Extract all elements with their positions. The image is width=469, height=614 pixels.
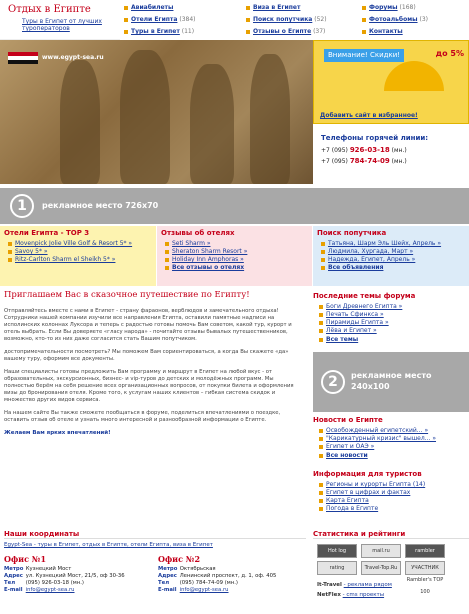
forum-box	[313, 292, 469, 344]
list-item[interactable]: "Карикатурный кризис" вышел... »	[313, 435, 469, 443]
counter-button[interactable]: rating	[317, 561, 357, 575]
bullet-icon	[319, 445, 323, 449]
ad-text: рекламное место 726x70	[42, 201, 159, 210]
list-item[interactable]: Людмила, Хургада, Март »	[313, 248, 469, 256]
office-address: Адрес Ленинский проспект, д. 1, оф. 405	[158, 573, 277, 579]
umbrella-icon	[384, 61, 444, 91]
nav-item-forums[interactable]: Форумы (168)	[362, 2, 428, 14]
list-item[interactable]: Боги Древнего Египта »	[313, 303, 469, 311]
main-title: Приглашаем Вас в сказочное путешествие по Египту!	[4, 290, 250, 300]
bullet-icon	[319, 321, 323, 325]
ad-slot-2[interactable]	[313, 352, 469, 412]
main-paragraph-1: Отправляйтесь вместе с нами в Египет - страну фараонов, верблюдов и замечательного отдыха! Сотрудники нашей компании изучили все направления Египта, оставили памятные надписи на исполинских колоннах Луксора и теперь с радостью готовы помочь Вам советом, какой тур, курорт и отель выбрать. Если Вы доверяете «гласу народа» - почитайте отзывы бывалых путешественников, возможно, кто-то из них даже согласится стать Вашим попутчиком.	[4, 308, 292, 342]
list-item[interactable]: Sheraton Sharm Resort »	[157, 248, 312, 256]
list-item[interactable]: Печать Сфинкса »	[313, 311, 469, 319]
egypt-banner-image	[0, 40, 313, 184]
bullet-icon	[319, 499, 323, 503]
hotline-box	[313, 130, 469, 184]
bullet-icon	[319, 437, 323, 441]
stats-section	[313, 530, 469, 614]
contacts-title: Наши координаты	[4, 530, 306, 539]
hotel-reviews-box	[157, 226, 313, 286]
nav-item-visa[interactable]: Виза в Египет	[246, 2, 327, 14]
bullet-icon	[362, 6, 366, 10]
hotline-title: Телефоны горячей линии:	[321, 134, 429, 142]
tourist-info-title: Информация для туристов	[313, 470, 422, 478]
office-2	[158, 554, 306, 594]
nav-item-contacts[interactable]: Контакты	[362, 26, 428, 38]
nav-item-tours[interactable]: Туры в Египет (11)	[124, 26, 196, 38]
list-item[interactable]: Карта Египта	[313, 497, 469, 505]
list-item[interactable]: Holiday Inn Amphoras »	[157, 256, 312, 264]
contacts-section	[4, 530, 306, 614]
hieroglyph-figure	[120, 50, 170, 184]
news-title: Новости о Египте	[313, 416, 383, 424]
bullet-icon	[124, 30, 128, 34]
nav-column-1	[124, 2, 196, 38]
bullet-icon	[319, 483, 323, 487]
main-content	[4, 290, 304, 520]
counter-button[interactable]: rambler	[405, 544, 445, 558]
bullet-icon	[8, 242, 12, 246]
office-address: Адрес ул. Кузнецкий Мост, 21/5, оф 30-36	[4, 573, 125, 579]
office-1	[4, 554, 152, 594]
bullet-icon	[319, 329, 323, 333]
nav-column-3	[362, 2, 428, 38]
nav-column-2	[246, 2, 327, 38]
list-item[interactable]: Лёва и Египет »	[313, 327, 469, 335]
all-hotel-reviews-link[interactable]: Все отзывы о отелях	[157, 264, 312, 272]
bullet-icon	[165, 242, 169, 246]
top-hotels-title: Отели Египта - TOP 3	[4, 229, 90, 237]
list-item[interactable]: Savoy 5* »	[0, 248, 156, 256]
nav-item-avia[interactable]: Авиабилеты	[124, 2, 196, 14]
hieroglyph-figure	[250, 54, 290, 184]
main-paragraph-3: Наши специалисты готовы предложить Вам программу и маршрут в Египет на любой вкус - от образовательных, экскурсионных, бизнес- и vip-туров до детских и молодёжных программ. Мы полностью берём на себя решение всех организационных вопросов, от покупки билета и оформления визы до бронирования отеля. Кроме того, к услугам наших клиентов – гибкая система скидок и множество других видов сервиса.	[4, 369, 294, 403]
bullet-icon	[165, 250, 169, 254]
main-paragraph-2: достопримечательности посмотреть? Мы поможем Вам сориентироваться, а когда Вы скажете «да» вашему туру, оформим все документы.	[4, 349, 289, 362]
list-item[interactable]: Seti Sharm »	[157, 240, 312, 248]
office-title: Офис №1	[4, 554, 47, 564]
top-navigation	[124, 2, 469, 38]
office-email[interactable]: E-mail info@egypt-sea.ru	[4, 587, 75, 593]
office-metro: Метро Кузнецкий Мост	[4, 566, 72, 572]
hotline-phone-2: +7 (095) 784-74-09 (мн.)	[321, 157, 407, 165]
nav-item-reviews[interactable]: Отзывы о Египте (37)	[246, 26, 327, 38]
hotel-reviews-title: Отзывы об отелях	[161, 229, 235, 237]
list-item[interactable]: Ritz-Carlton Sharm el Sheikh 5* »	[0, 256, 156, 264]
stats-title: Статистика и рейтинги	[313, 530, 469, 539]
nav-item-hotels[interactable]: Отели Египта (384)	[124, 14, 196, 26]
list-item[interactable]: Movenpick Jolie Ville Golf & Resort 5* »	[0, 240, 156, 248]
all-news-link[interactable]: Все новости	[313, 451, 469, 460]
logo-subtitle[interactable]: Туры в Египет от лучших туроператоров	[22, 18, 102, 32]
bullet-icon	[321, 250, 325, 254]
bullet-icon	[165, 266, 169, 270]
bullet-icon	[124, 6, 128, 10]
ad-text: рекламное место 240x100	[351, 371, 432, 391]
all-forum-topics-link[interactable]: Все темы	[313, 335, 469, 344]
main-paragraph-4: На нашем сайте Вы также сможете пообщаться в форуме, поделиться впечатлениями о поездке, оставить отзыв об отеле и узнать много интересной и разнообразной информации о Египте.	[4, 410, 281, 423]
counter-button[interactable]: УЧАСТНИК Rambler's TOP 100	[405, 561, 445, 575]
bullet-icon	[246, 6, 250, 10]
bullet-icon	[319, 429, 323, 433]
companion-title: Поиск попутчика	[317, 229, 387, 237]
bullet-icon	[8, 258, 12, 262]
bullet-icon	[8, 250, 12, 254]
stats-line[interactable]: It-Travel - реклама рядом	[317, 582, 392, 588]
bullet-icon	[246, 30, 250, 34]
bullet-icon	[362, 30, 366, 34]
stats-line[interactable]: NetFlex - cms проекты	[317, 592, 385, 598]
bullet-icon	[319, 491, 323, 495]
list-item[interactable]: Погода в Египте	[313, 505, 469, 513]
tourist-info-box	[313, 470, 469, 513]
list-item[interactable]: Надежда, Египет, Апрель »	[313, 256, 469, 264]
bullet-icon	[165, 258, 169, 262]
site-logo[interactable]	[0, 0, 120, 40]
list-item[interactable]: Освобожденный египетский... »	[313, 427, 469, 435]
main-closing: Желаем Вам ярких впечатлений!	[4, 430, 111, 436]
promo-box[interactable]	[313, 40, 469, 124]
bullet-icon	[319, 507, 323, 511]
list-item[interactable]: Египет в цифрах и фактах	[313, 489, 469, 497]
bullet-icon	[321, 242, 325, 246]
promo-discount: до 5%	[435, 49, 464, 58]
ad-number-badge: 2	[321, 370, 345, 394]
contacts-tagline[interactable]: Egypt-Sea - туры в Египет, отдых в Египте, отели Египта, виза в Египет	[4, 542, 213, 548]
bullet-icon	[124, 18, 128, 22]
companion-box	[313, 226, 469, 286]
office-email[interactable]: E-mail info@egypt-sea.ru	[158, 587, 229, 593]
bullet-icon	[246, 18, 250, 22]
all-companion-link[interactable]: Все объявления	[313, 264, 469, 272]
top-hotels-box	[0, 226, 157, 286]
nav-item-photos[interactable]: Фотоальбомы (3)	[362, 14, 428, 26]
ad-slot-1[interactable]	[0, 188, 469, 224]
add-to-favorites-link[interactable]: Добавить сайт в избранное!	[320, 112, 418, 119]
list-item[interactable]: Регионы и курорты Египта (14)	[313, 481, 469, 489]
news-box	[313, 416, 469, 460]
hieroglyph-figure	[60, 60, 100, 184]
egypt-flag-icon	[8, 52, 38, 64]
logo-title: Отдых в Египте	[8, 4, 91, 15]
bullet-icon	[319, 454, 323, 458]
office-metro: Метро Октябрьская	[158, 566, 216, 572]
list-item[interactable]: Египет и ОАЭ »	[313, 443, 469, 451]
promo-badge: Внимание! Скидки!	[324, 49, 404, 62]
bullet-icon	[319, 338, 323, 342]
counter-button[interactable]: Travel-Top.Ru	[361, 561, 401, 575]
bullet-icon	[321, 258, 325, 262]
banner-site-url: www.egypt-sea.ru	[42, 54, 104, 61]
bullet-icon	[362, 18, 366, 22]
nav-item-companion[interactable]: Поиск попутчика (52)	[246, 14, 327, 26]
bullet-icon	[321, 266, 325, 270]
office-phone: Тел (095) 784-74-09 (мн.)	[158, 580, 238, 586]
list-item[interactable]: Татьяна, Шарм Эль Шейх, Апрель »	[313, 240, 469, 248]
ad-number-badge: 1	[10, 194, 34, 218]
forum-title: Последние темы форума	[313, 292, 416, 300]
hotline-phone-1: +7 (095) 926-03-18 (мн.)	[321, 146, 407, 154]
bullet-icon	[319, 313, 323, 317]
counter-button[interactable]: Hot log	[317, 544, 357, 558]
office-phone: Тел (095) 926-03-18 (мн.)	[4, 580, 84, 586]
hieroglyph-figure	[190, 64, 234, 184]
counter-button[interactable]: mail.ru	[361, 544, 401, 558]
list-item[interactable]: Пирамиды Египта »	[313, 319, 469, 327]
office-title: Офис №2	[158, 554, 201, 564]
bullet-icon	[319, 305, 323, 309]
